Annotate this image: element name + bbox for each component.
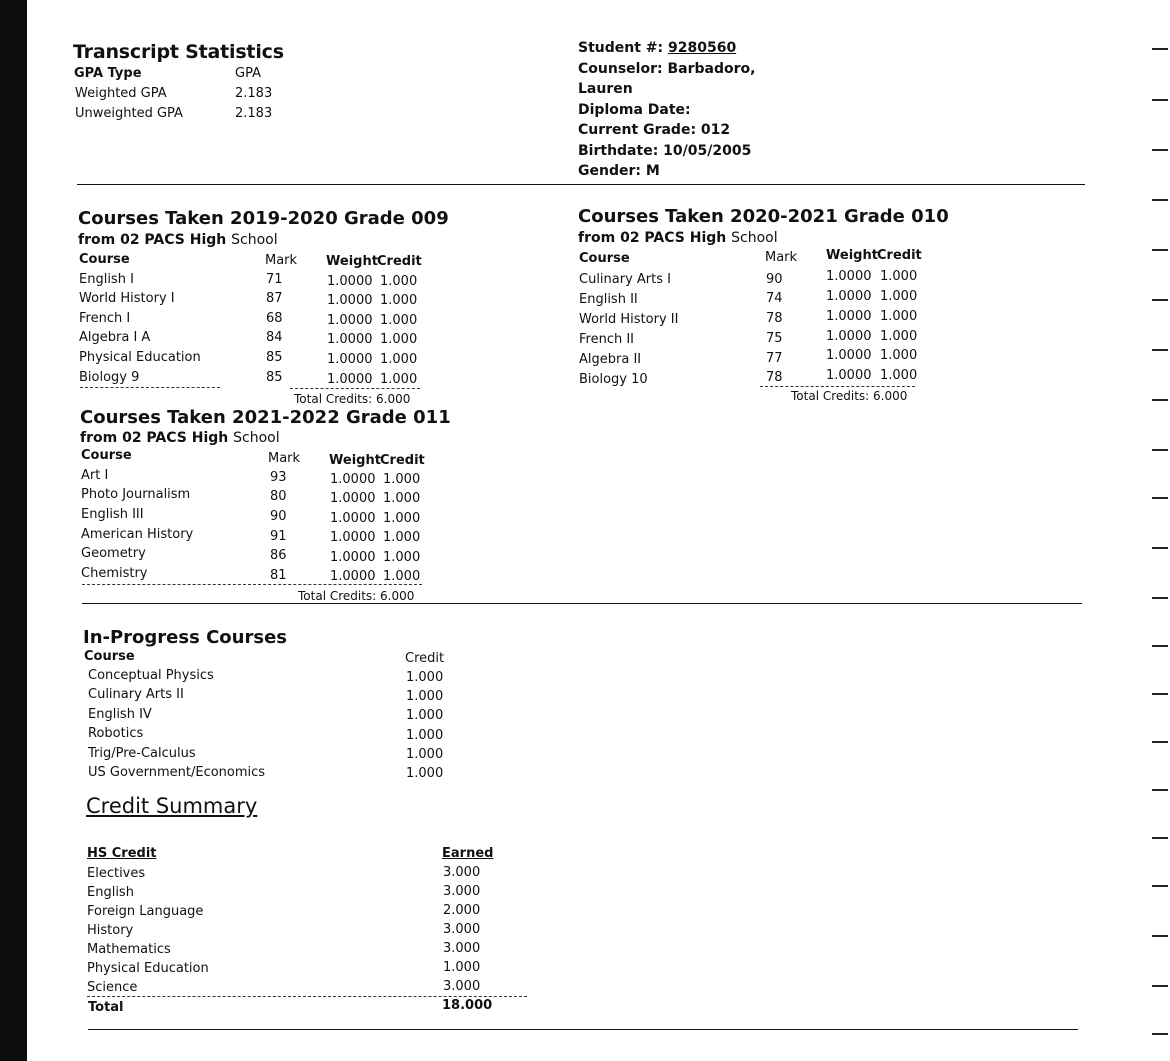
course-mark: 91 bbox=[270, 529, 287, 544]
course-credit: 1.000 bbox=[880, 269, 918, 284]
course-weight: 1.0000 bbox=[826, 269, 872, 284]
stats-title: Transcript Statistics bbox=[73, 41, 284, 63]
course-credit: 1.000 bbox=[880, 329, 918, 344]
course-name: Biology 10 bbox=[579, 372, 648, 387]
course-weight: 1.0000 bbox=[327, 352, 373, 367]
student-info bbox=[578, 38, 755, 182]
col-mark: Mark bbox=[265, 253, 298, 268]
course-credit: 1.000 bbox=[380, 372, 418, 387]
inprogress-col-course: Course bbox=[84, 649, 135, 664]
section-divider bbox=[88, 1029, 1078, 1030]
course-weight: 1.0000 bbox=[826, 368, 872, 383]
diploma-date: Diploma Date: bbox=[578, 101, 691, 118]
scan-mark bbox=[1152, 349, 1168, 351]
course-name: Chemistry bbox=[81, 566, 148, 581]
cs-earned: 3.000 bbox=[443, 865, 481, 880]
col-weight: Weight bbox=[329, 453, 381, 468]
course-weight: 1.0000 bbox=[330, 550, 376, 565]
cs-earned: 1.000 bbox=[443, 960, 481, 975]
course-weight: 1.0000 bbox=[327, 372, 373, 387]
school-from: from 02 PACS High bbox=[80, 430, 229, 446]
course-mark: 93 bbox=[270, 470, 287, 485]
row-underline bbox=[760, 386, 915, 387]
cs-col-hs: HS Credit bbox=[87, 846, 157, 861]
school-word: School bbox=[231, 232, 278, 248]
inprogress-course: Conceptual Physics bbox=[88, 668, 214, 683]
row-underline bbox=[80, 387, 220, 388]
scan-mark bbox=[1152, 985, 1168, 987]
cs-total-label: Total bbox=[88, 1000, 124, 1015]
course-name: Biology 9 bbox=[79, 370, 140, 385]
course-name: English III bbox=[81, 507, 144, 522]
scan-mark bbox=[1152, 789, 1168, 791]
scan-mark bbox=[1152, 399, 1168, 401]
course-mark: 85 bbox=[266, 350, 283, 365]
cs-name: Foreign Language bbox=[87, 904, 204, 919]
courses-2021-title: Courses Taken 2021-2022 Grade 011 bbox=[80, 407, 451, 428]
gpa-value-cell: 2.183 bbox=[235, 106, 273, 121]
courses-2021-total: Total Credits: 6.000 bbox=[298, 589, 415, 603]
course-credit: 1.000 bbox=[880, 309, 918, 324]
scan-mark bbox=[1152, 497, 1168, 499]
inprogress-credit: 1.000 bbox=[406, 689, 444, 704]
course-credit: 1.000 bbox=[383, 569, 421, 584]
course-credit: 1.000 bbox=[880, 368, 918, 383]
course-name: French II bbox=[579, 332, 635, 347]
current-grade: Current Grade: 012 bbox=[578, 122, 731, 138]
course-mark: 85 bbox=[266, 370, 283, 385]
courses-2019-total: Total Credits: 6.000 bbox=[294, 392, 411, 406]
course-mark: 90 bbox=[766, 272, 783, 287]
course-mark: 75 bbox=[766, 331, 783, 346]
course-name: World History II bbox=[579, 312, 679, 327]
course-mark: 81 bbox=[270, 568, 287, 583]
school-from: from 02 PACS High bbox=[78, 232, 227, 248]
course-mark: 80 bbox=[270, 489, 287, 504]
cs-name: Mathematics bbox=[87, 942, 171, 957]
course-weight: 1.0000 bbox=[330, 511, 376, 526]
courses-2019-title: Courses Taken 2019-2020 Grade 009 bbox=[78, 208, 449, 229]
course-weight: 1.0000 bbox=[826, 348, 872, 363]
course-weight: 1.0000 bbox=[330, 569, 376, 584]
course-credit: 1.000 bbox=[880, 289, 918, 304]
scan-mark bbox=[1152, 547, 1168, 549]
course-name: Physical Education bbox=[79, 350, 201, 365]
course-weight: 1.0000 bbox=[327, 313, 373, 328]
course-mark: 71 bbox=[266, 272, 283, 287]
cs-earned: 3.000 bbox=[443, 884, 481, 899]
course-credit: 1.000 bbox=[380, 293, 418, 308]
course-weight: 1.0000 bbox=[330, 472, 376, 487]
scan-mark bbox=[1152, 741, 1168, 743]
scan-mark bbox=[1152, 449, 1168, 451]
course-mark: 86 bbox=[270, 548, 287, 563]
inprogress-course: Trig/Pre-Calculus bbox=[88, 746, 196, 761]
inprogress-course: Culinary Arts II bbox=[88, 687, 184, 702]
course-credit: 1.000 bbox=[880, 348, 918, 363]
course-mark: 87 bbox=[266, 291, 283, 306]
inprogress-credit: 1.000 bbox=[406, 766, 444, 781]
course-mark: 74 bbox=[766, 291, 783, 306]
cs-name: English bbox=[87, 885, 134, 900]
col-credit: Credit bbox=[377, 254, 422, 269]
col-course: Course bbox=[79, 252, 130, 267]
cs-name: Science bbox=[87, 980, 138, 995]
student-number-row bbox=[578, 38, 755, 59]
row-underline bbox=[82, 584, 422, 585]
col-credit: Credit bbox=[380, 453, 425, 468]
course-weight: 1.0000 bbox=[330, 491, 376, 506]
scan-mark bbox=[1152, 693, 1168, 695]
course-mark: 90 bbox=[270, 509, 287, 524]
col-credit: Credit bbox=[877, 248, 922, 263]
inprogress-credit: 1.000 bbox=[406, 728, 444, 743]
gpa-value-cell: 2.183 bbox=[235, 86, 273, 101]
inprogress-credit: 1.000 bbox=[406, 670, 444, 685]
school-word: School bbox=[233, 430, 280, 446]
scan-mark bbox=[1152, 48, 1168, 50]
scan-mark bbox=[1152, 885, 1168, 887]
course-weight: 1.0000 bbox=[327, 274, 373, 289]
col-course: Course bbox=[81, 448, 132, 463]
courses-2020-total: Total Credits: 6.000 bbox=[791, 389, 908, 403]
inprogress-col-credit: Credit bbox=[405, 651, 445, 666]
birthdate: Birthdate: 10/05/2005 bbox=[578, 142, 752, 159]
course-name: American History bbox=[81, 527, 194, 542]
scan-mark bbox=[1152, 837, 1168, 839]
total-underline bbox=[87, 996, 527, 997]
scan-mark bbox=[1152, 199, 1168, 201]
course-weight: 1.0000 bbox=[826, 329, 872, 344]
scan-mark bbox=[1152, 597, 1168, 599]
section-divider bbox=[77, 184, 1085, 185]
gpa-header: GPA bbox=[235, 66, 261, 81]
course-mark: 77 bbox=[766, 351, 783, 366]
scan-mark bbox=[1152, 935, 1168, 937]
scan-left-edge bbox=[0, 0, 27, 1061]
inprogress-title: In-Progress Courses bbox=[83, 627, 287, 648]
course-credit: 1.000 bbox=[380, 352, 418, 367]
course-credit: 1.000 bbox=[383, 511, 421, 526]
counselor-row bbox=[578, 59, 755, 80]
course-name: English II bbox=[579, 292, 638, 307]
scan-mark bbox=[1152, 1033, 1168, 1035]
scan-mark bbox=[1152, 149, 1168, 151]
course-name: English I bbox=[79, 272, 134, 287]
school-from: from 02 PACS High bbox=[578, 230, 727, 246]
gpa-type-cell: Unweighted GPA bbox=[75, 106, 183, 121]
course-weight: 1.0000 bbox=[327, 293, 373, 308]
counselor-first: Lauren bbox=[578, 81, 633, 97]
course-name: Algebra I A bbox=[79, 330, 151, 345]
course-credit: 1.000 bbox=[383, 491, 421, 506]
course-credit: 1.000 bbox=[380, 313, 418, 328]
col-mark: Mark bbox=[765, 250, 798, 265]
course-credit: 1.000 bbox=[383, 530, 421, 545]
course-name: Photo Journalism bbox=[81, 487, 191, 502]
courses-2021-school bbox=[80, 430, 280, 446]
credit-summary-title: Credit Summary bbox=[86, 794, 258, 818]
student-number: 9280560 bbox=[668, 40, 737, 56]
course-credit: 1.000 bbox=[380, 332, 418, 347]
course-name: Culinary Arts I bbox=[579, 272, 671, 287]
scan-mark bbox=[1152, 249, 1168, 251]
course-weight: 1.0000 bbox=[826, 309, 872, 324]
course-name: Art I bbox=[81, 468, 109, 483]
courses-2019-school bbox=[78, 232, 278, 248]
course-weight: 1.0000 bbox=[330, 530, 376, 545]
course-credit: 1.000 bbox=[383, 472, 421, 487]
course-credit: 1.000 bbox=[380, 274, 418, 289]
cs-name: History bbox=[87, 923, 134, 938]
gender: Gender: M bbox=[578, 163, 660, 179]
cs-earned: 3.000 bbox=[443, 941, 481, 956]
course-name: French I bbox=[79, 311, 131, 326]
cs-earned: 2.000 bbox=[443, 903, 481, 918]
section-divider bbox=[82, 603, 1082, 604]
course-mark: 78 bbox=[766, 311, 783, 326]
cs-col-earned: Earned bbox=[442, 846, 494, 861]
col-weight: Weight bbox=[326, 254, 378, 269]
gpa-type-cell: Weighted GPA bbox=[75, 86, 167, 101]
school-word: School bbox=[731, 230, 778, 246]
cs-earned: 3.000 bbox=[443, 979, 481, 994]
counselor-label: Counselor: bbox=[578, 60, 663, 77]
scan-mark bbox=[1152, 299, 1168, 301]
inprogress-course: US Government/Economics bbox=[88, 765, 266, 780]
cs-name: Electives bbox=[87, 866, 146, 881]
course-name: World History I bbox=[79, 291, 175, 306]
course-name: Algebra II bbox=[579, 352, 642, 367]
cs-earned: 3.000 bbox=[443, 922, 481, 937]
course-mark: 84 bbox=[266, 330, 283, 345]
cs-name: Physical Education bbox=[87, 961, 209, 976]
inprogress-course: Robotics bbox=[88, 726, 144, 741]
courses-2020-title: Courses Taken 2020-2021 Grade 010 bbox=[578, 206, 949, 227]
course-name: Geometry bbox=[81, 546, 146, 561]
inprogress-course: English IV bbox=[88, 707, 152, 722]
scan-mark bbox=[1152, 645, 1168, 647]
col-weight: Weight bbox=[826, 248, 878, 263]
col-mark: Mark bbox=[268, 451, 301, 466]
scan-mark bbox=[1152, 99, 1168, 101]
inprogress-credit: 1.000 bbox=[406, 708, 444, 723]
row-underline bbox=[290, 388, 420, 389]
student-number-label: Student #: bbox=[578, 40, 664, 56]
counselor-last: Barbadoro, bbox=[667, 60, 756, 77]
col-course: Course bbox=[579, 251, 630, 266]
course-weight: 1.0000 bbox=[826, 289, 872, 304]
course-mark: 68 bbox=[266, 311, 283, 326]
course-weight: 1.0000 bbox=[327, 332, 373, 347]
course-mark: 78 bbox=[766, 370, 783, 385]
course-credit: 1.000 bbox=[383, 550, 421, 565]
inprogress-credit: 1.000 bbox=[406, 747, 444, 762]
gpa-type-header: GPA Type bbox=[74, 66, 142, 81]
courses-2020-school bbox=[578, 230, 778, 246]
cs-total-value: 18.000 bbox=[442, 998, 493, 1013]
